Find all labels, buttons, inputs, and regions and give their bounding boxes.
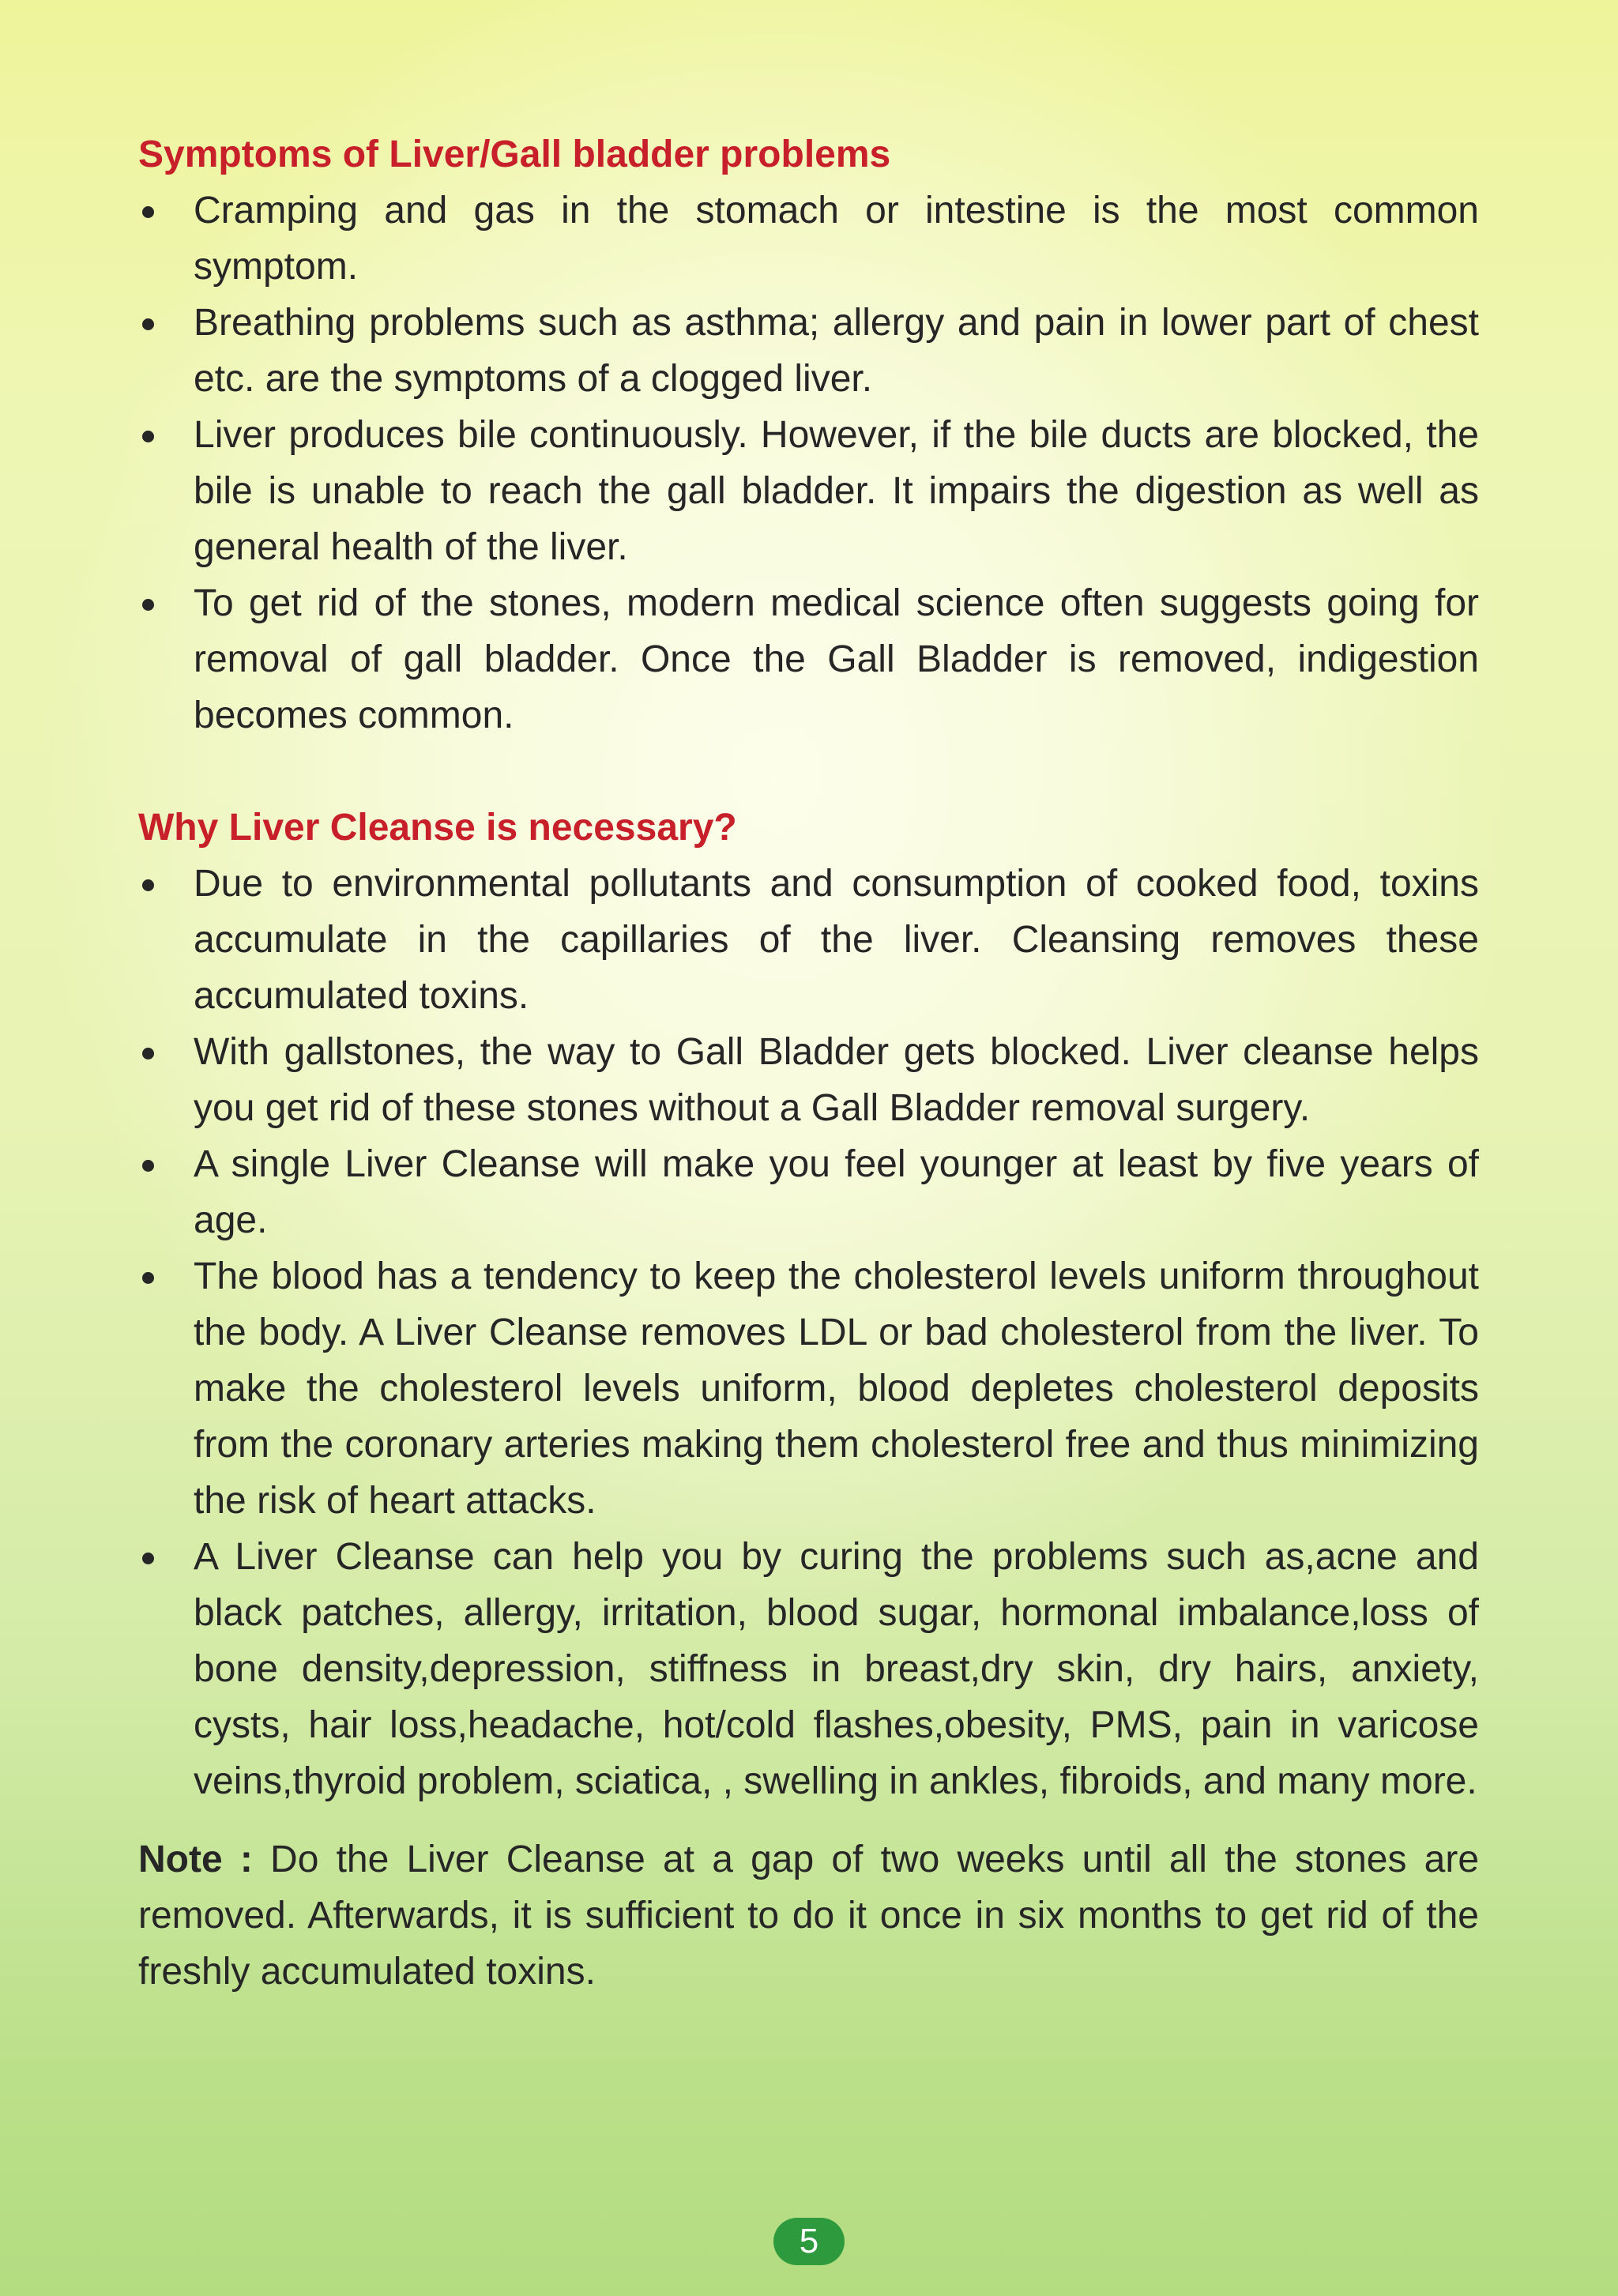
heading-symptoms: Symptoms of Liver/Gall bladder problems [138, 134, 891, 175]
list-item [138, 295, 1479, 407]
list-item-text: With gallstones, the way to Gall Bladder gets blocked. Liver cleanse helps you get rid of these stones without a Gall Bladder removal surgery. [194, 1031, 1479, 1129]
list-item-text: A Liver Cleanse can help you by curing the problems such as,acne and black patches, allergy, irritation, blood sugar, hormonal imbalance,loss of bone density,depression, stiffness in breast,dry skin, dry hairs, anxiety, cysts, hair loss,headache, hot/cold flashes,obesity, PMS, pain in varicose veins,thyroid problem, sciatica, , swelling in ankles, fibroids, and many more. [194, 1536, 1479, 1802]
why-cleanse-list [138, 856, 1479, 1809]
bullet-icon [142, 1272, 154, 1284]
page-number-badge: 5 [773, 2218, 845, 2265]
list-item [138, 1024, 1479, 1136]
symptoms-list [138, 183, 1479, 743]
bullet-icon [142, 206, 154, 218]
list-item-text: Liver produces bile continuously. However, if the bile ducts are blocked, the bile is unable to reach the gall bladder. It impairs the digestion as well as general health of the liver. [194, 414, 1479, 568]
list-item [138, 407, 1479, 575]
bullet-icon [142, 879, 154, 891]
bullet-icon [142, 1553, 154, 1564]
bullet-icon [142, 431, 154, 442]
note-label: Note : [138, 1839, 253, 1880]
list-item-text: A single Liver Cleanse will make you feel younger at least by five years of age. [194, 1143, 1479, 1241]
list-item-text: Breathing problems such as asthma; allergy and pain in lower part of chest etc. are the symptoms of a clogged liver. [194, 302, 1479, 400]
heading-why-cleanse: Why Liver Cleanse is necessary? [138, 807, 737, 849]
note-text: Do the Liver Cleanse at a gap of two weeks until all the stones are removed. Afterwards, it is sufficient to do it once in six months to get rid of the freshly accumulated toxins. [138, 1839, 1480, 1993]
list-item-text: Due to environmental pollutants and consumption of cooked food, toxins accumulate in the capillaries of the liver. Cleansing removes these accumulated toxins. [194, 863, 1479, 1017]
list-item-text: The blood has a tendency to keep the cholesterol levels uniform throughout the body. A Liver Cleanse removes LDL or bad cholesterol from the liver. To make the cholesterol levels uniform, blood depletes cholesterol deposits from the coronary arteries making them cholesterol free and thus minimizing the risk of heart attacks. [194, 1255, 1479, 1522]
list-item [138, 1248, 1479, 1529]
list-item [138, 1529, 1479, 1809]
list-item [138, 575, 1479, 743]
bullet-icon [142, 318, 154, 330]
bullet-icon [142, 599, 154, 611]
list-item [138, 856, 1479, 1024]
bullet-icon [142, 1160, 154, 1172]
page-content [138, 126, 1479, 2038]
list-item-text: Cramping and gas in the stomach or intestine is the most common symptom. [194, 190, 1479, 288]
list-item [138, 183, 1479, 295]
list-item [138, 1136, 1479, 1248]
list-item-text: To get rid of the stones, modern medical science often suggests going for removal of gall bladder. Once the Gall Bladder is removed, indigestion becomes common. [194, 582, 1479, 736]
bullet-icon [142, 1048, 154, 1060]
note-paragraph [138, 1831, 1479, 2000]
